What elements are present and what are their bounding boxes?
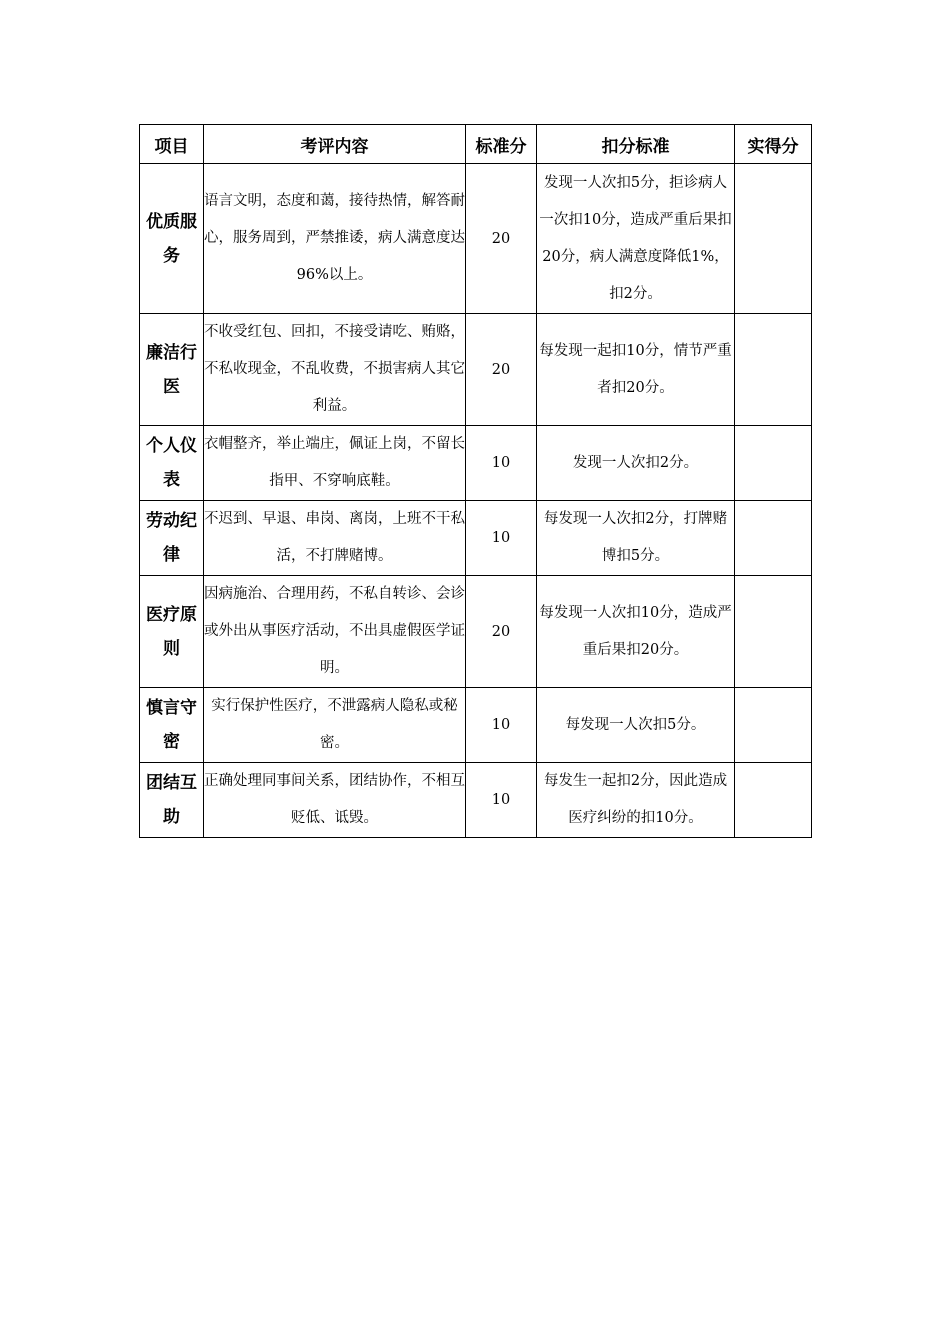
row-standard-score: 20 [466, 314, 537, 426]
row-content: 不收受红包、回扣，不接受请吃、贿赂，不私收现金，不乱收费，不损害病人其它利益。 [204, 314, 466, 426]
row-item: 个人仪表 [140, 426, 204, 501]
row-deduction: 发现一人次扣5分，拒诊病人一次扣10分，造成严重后果扣20分，病人满意度降低1%，扣2分。 [537, 164, 735, 314]
row-standard-score: 20 [466, 164, 537, 314]
row-actual-score[interactable] [735, 763, 812, 838]
header-deduction-criteria: 扣分标准 [537, 125, 735, 164]
row-item: 团结互助 [140, 763, 204, 838]
evaluation-table [139, 124, 812, 838]
row-actual-score[interactable] [735, 426, 812, 501]
table-row [140, 164, 812, 314]
row-deduction: 每发现一人次扣2分，打牌赌博扣5分。 [537, 501, 735, 576]
header-item: 项目 [140, 125, 204, 164]
row-actual-score[interactable] [735, 688, 812, 763]
row-deduction: 每发现一起扣10分，情节严重者扣20分。 [537, 314, 735, 426]
table-row [140, 763, 812, 838]
row-deduction: 每发现一人次扣5分。 [537, 688, 735, 763]
row-actual-score[interactable] [735, 501, 812, 576]
row-content: 正确处理同事间关系，团结协作，不相互贬低、诋毁。 [204, 763, 466, 838]
row-content: 因病施治、合理用药，不私自转诊、会诊或外出从事医疗活动，不出具虚假医学证明。 [204, 576, 466, 688]
row-item: 医疗原则 [140, 576, 204, 688]
table-header-row [140, 125, 812, 164]
row-content: 语言文明，态度和蔼，接待热情，解答耐心，服务周到，严禁推诿，病人满意度达96%以上。 [204, 164, 466, 314]
row-actual-score[interactable] [735, 164, 812, 314]
row-item: 优质服务 [140, 164, 204, 314]
row-standard-score: 20 [466, 576, 537, 688]
row-standard-score: 10 [466, 763, 537, 838]
row-item: 廉洁行医 [140, 314, 204, 426]
row-content: 实行保护性医疗，不泄露病人隐私或秘密。 [204, 688, 466, 763]
table-row [140, 314, 812, 426]
row-deduction: 每发现一人次扣10分，造成严重后果扣20分。 [537, 576, 735, 688]
table-row [140, 576, 812, 688]
row-standard-score: 10 [466, 688, 537, 763]
row-item: 慎言守密 [140, 688, 204, 763]
row-standard-score: 10 [466, 501, 537, 576]
row-deduction: 每发生一起扣2分，因此造成医疗纠纷的扣10分。 [537, 763, 735, 838]
header-standard-score: 标准分 [466, 125, 537, 164]
table-row [140, 688, 812, 763]
header-actual-score: 实得分 [735, 125, 812, 164]
table-row [140, 501, 812, 576]
row-content: 不迟到、早退、串岗、离岗，上班不干私活，不打牌赌博。 [204, 501, 466, 576]
row-content: 衣帽整齐，举止端庄，佩证上岗，不留长指甲、不穿响底鞋。 [204, 426, 466, 501]
row-item: 劳动纪律 [140, 501, 204, 576]
row-deduction: 发现一人次扣2分。 [537, 426, 735, 501]
table-row [140, 426, 812, 501]
row-actual-score[interactable] [735, 314, 812, 426]
row-actual-score[interactable] [735, 576, 812, 688]
header-content: 考评内容 [204, 125, 466, 164]
row-standard-score: 10 [466, 426, 537, 501]
